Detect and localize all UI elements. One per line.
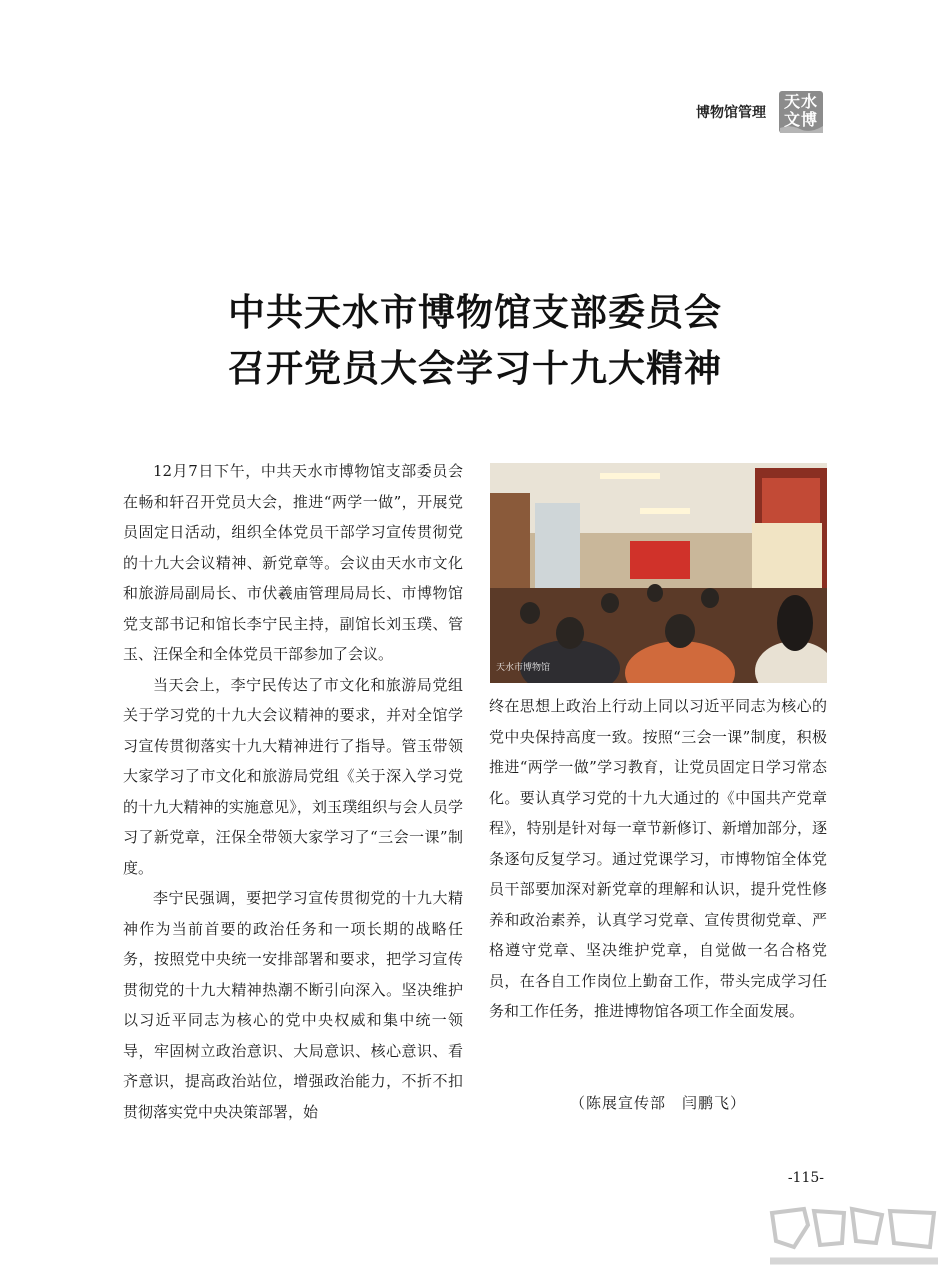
tianshui-wenbo-logo [778, 90, 824, 134]
site-watermark-logo [764, 1203, 944, 1273]
page-header [696, 90, 824, 134]
page-number: -115- [787, 1170, 824, 1186]
section-label: 博物馆管理 [696, 105, 766, 121]
site-watermark-graphic [764, 1203, 944, 1273]
meeting-photo [490, 463, 827, 683]
paragraph-1: 12月7日下午，中共天水市博物馆支部委员会在畅和轩召开党员大会，推进“两学一做”，开展党员固定日活动，组织全体党员干部学习宣传贯彻党的十九大会议精神、新党章等。会议由天水市文化和旅游局副局长、市伏羲庙管理局局长、市博物馆党支部书记和馆长李宁民主持，副馆长刘玉璞、管玉、汪保全和全体党员干部参加了会议。 [123, 462, 463, 663]
paragraph-3-continued: 终在思想上政治上行动上同以习近平同志为核心的党中央保持高度一致。按照“三会一课”制度，积极推进“两学一做”学习教育，让党员固定日学习常态化。要认真学习党的十九大通过的《中国共产党章程》，特别是针对每一章节新修订、新增加部分，逐条逐句反复学习。通过党课学习，市博物馆全体党员干部要加深对新党章的理解和认识，提升党性修养和政治素养，认真学习党章、宣传贯彻党章、严格遵守党章、坚决维护党章，自觉做一名合格党员，在各自工作岗位上勤奋工作，带头完成学习任务和工作任务，推进博物馆各项工作全面发展。 [489, 697, 827, 1020]
left-column [123, 456, 463, 1127]
paragraph-3: 李宁民强调，要把学习宣传贯彻党的十九大精神作为当前首要的政治任务和一项长期的战略任务，按照党中央统一安排部署和要求，把学习宣传贯彻党的十九大精神热潮不断引向深入。坚决维护以习近平同志为核心的党中央权威和集中统一领导，牢固树立政治意识、大局意识、核心意识、看齐意识，提高政治站位，增强政治能力，不折不扣贯彻落实党中央决策部署，始 [123, 889, 463, 1121]
title-line-2: 召开党员大会学习十九大精神 [228, 347, 722, 390]
photo-watermark: 天水市博物馆 [496, 663, 551, 673]
logo-text: 天水文博 [784, 92, 819, 129]
title-line-1: 中共天水市博物馆支部委员会 [228, 291, 722, 334]
meeting-photo-illustration [490, 463, 827, 683]
author-byline: （陈展宣传部 闫鹏飞） [569, 1094, 746, 1112]
paragraph-2: 当天会上，李宁民传达了市文化和旅游局党组关于学习党的十九大会议精神的要求，并对全馆学习宣传贯彻落实十九大精神进行了指导。管玉带领大家学习了市文化和旅游局党组《关于深入学习党的十九大精神的实施意见》，刘玉璞组织与会人员学习了新党章，汪保全带领大家学习了“三会一课”制度。 [123, 675, 463, 877]
article-title [0, 285, 950, 397]
right-column [489, 691, 827, 1027]
